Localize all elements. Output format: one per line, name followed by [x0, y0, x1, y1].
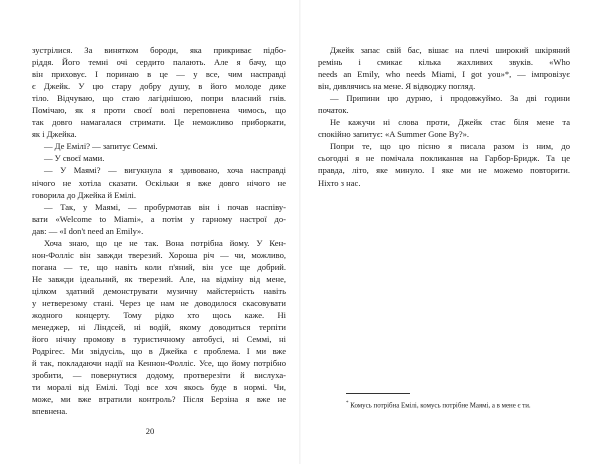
text-line: — Де Емілі? — запитує Семмі. — [44, 141, 158, 152]
text-line: початок. — [318, 105, 349, 116]
text-line: ріддя. Його темні очі сердито палають. Але я бачу, що — [32, 57, 286, 68]
right-page — [300, 0, 600, 464]
text-line: спокійно запитує: «A Summer Gone By?». — [318, 129, 470, 140]
text-line: needs an Emily, who needs Miami, I got you»*, — імпровізує — [318, 69, 570, 80]
text-line: погана — те, що навіть коли п'яний, він усе ще добрий. — [32, 261, 286, 272]
text-line: правда, літо, яке минуло. І яке ми не можемо повторити. — [318, 165, 570, 176]
text-line: тіло. Відчуваю, що стаю лагіднішою, попри власний гнів. — [32, 93, 286, 104]
text-line: сьогодні я не помічала покликання на Гарбор-Бридж. Та це — [318, 153, 570, 164]
text-line: Помічаю, як я проти своєї волі переповнена чимось, що — [32, 105, 286, 116]
text-line: й так, покладаючи надії на Кеннон-Фолліс. Усе, що йому потрібно — [32, 358, 286, 369]
text-line: дав: — «I don't need an Emily». — [32, 225, 144, 236]
text-line: менеджер, ні Ліндсей, ні водій, якому доводиться терпіти — [32, 322, 286, 333]
text-line: є Джейк. У цю стару добру душу, в його молоде дике — [32, 81, 286, 92]
text-line: Джейк запас свій бас, вішає на плечі широкий шкіряний — [330, 45, 570, 55]
text-line: ти моралі від Емілі. Тоді все хоч якось буде в нормі. Чи, — [32, 382, 286, 393]
text-line: Не завжди ідеальний, як тверезий. Але, на відміну від мене, — [32, 273, 286, 284]
text-line: він, дивлячись на мене. Я відводжу погляд. — [318, 81, 476, 92]
text-line: Не кажучи ні слова проти, Джейк стає біля мене та — [330, 117, 570, 128]
text-line: Родрігес. Ми звідусіль, що в Джейка є проблема. І ми вже — [32, 346, 286, 357]
text-line: — Припини цю дурню, і продовжуймо. За дві години — [330, 93, 570, 104]
text-line: — У Маямі? — вигукнула я здивовано, хоча насправді — [44, 165, 286, 176]
text-line: як і Джейка. — [32, 129, 77, 140]
text-line: Хоча знаю, що це не так. Вона потрібна йому. У Кен- — [44, 237, 286, 248]
page-number: 20 — [145, 426, 155, 436]
text-line: жодного концерту. Тому рідко хто щось каже. Ні — [32, 310, 286, 321]
left-page-text — [32, 44, 286, 417]
text-line: говорила до Джейка й Емілі. — [32, 189, 137, 200]
text-line: вати «Welcome to Miami», а потім у гарному настрої до- — [32, 213, 286, 224]
text-line: — Так, у Маямі, — пробурмотав він і почав наспіву- — [44, 201, 286, 212]
text-line: його нічну промову в туристичному автобусі, ні Семмі, ні — [32, 334, 286, 345]
text-line: у нетверезому стані. Через це нам не доводилося скасовувати — [32, 297, 286, 308]
text-line: може, ми вже втратили контроль? Після Берзіна я вже не — [32, 394, 286, 405]
text-line: так довго намагалася стримати. Це неможливо приборкати, — [32, 117, 286, 128]
footnote-text: Комусь потрібна Емілі, комусь потрібне Маямі, а в мене є ти. — [350, 402, 531, 410]
text-line: зустрілися. За винятком бороди, яка прикриває підбо- — [32, 45, 286, 55]
text-line: — У своєї мами. — [44, 153, 105, 164]
text-line: нічого не хотіла сказати. Оскільки я вже довго нічого не — [32, 177, 286, 188]
footnote-marker: * — [346, 401, 349, 406]
text-line: Попри те, що цю пісню я писала разом із ним, до — [330, 141, 570, 152]
text-line: Ніхто з нас. — [318, 177, 361, 188]
text-line: зробити, — повернутися додому, протверезіти й вислуха- — [32, 370, 286, 381]
text-line: ремінь і смикає кілька жахливих звуків. «Who — [318, 57, 570, 68]
footnote-divider — [346, 393, 410, 394]
text-line: він приховує. І поринаю в це — у все, чим насправді — [32, 69, 286, 80]
right-page-text — [318, 44, 570, 189]
text-line: цілком здатний демонструвати музичну майстерність навіть — [32, 285, 286, 296]
text-line: нон-Фолліс він завжди тверезий. Хороша річ — чи, можливо, — [32, 249, 286, 260]
text-line: впевнена. — [32, 406, 68, 417]
footnote — [346, 399, 586, 410]
